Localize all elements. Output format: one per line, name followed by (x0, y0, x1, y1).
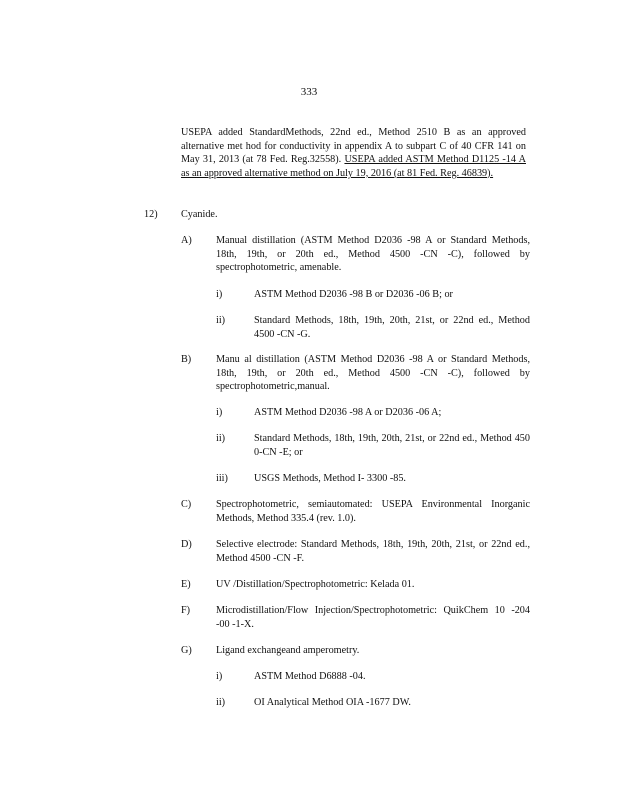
item-text-f: Microdistillation/Flow Injection/Spectrophotometric: QuikChem 10 -204 -00 -1-X. (216, 605, 530, 630)
item-text-a: Manual distillation (ASTM Method D2036 -98 A or Standard Methods, 18th, 19th, or 20th ed., Method 4500 -CN -C), followed by spectrophotometric, amenable. (216, 235, 530, 274)
subitem-label-b-iii: iii) (216, 473, 228, 484)
item-label-e: E) (181, 579, 191, 590)
subitem-label-g-ii: ii) (216, 697, 226, 708)
section-number: 12) (144, 209, 158, 220)
subitem-text-b-iii: USGS Methods, Method I- 3300 -85. (254, 473, 406, 484)
item-label-a: A) (181, 235, 192, 246)
item-text-g: Ligand exchangeand amperometry. (216, 645, 360, 656)
subitem-label-g-i: i) (216, 671, 223, 682)
item-label-f: F) (181, 605, 191, 616)
intro-paragraph (181, 126, 526, 180)
item-label-d: D) (181, 539, 192, 550)
subitem-text-a-i: ASTM Method D2036 -98 B or D2036 -06 B; or (254, 289, 453, 300)
subitem-text-g-i: ASTM Method D6888 -04. (254, 671, 366, 682)
item-label-g: G) (181, 645, 192, 656)
intro-inserted-text: USEPA added ASTM Method D1125 -14 A as an approved alternative method on July 19, 2016 (at 81 Fed. Reg. 46839). (181, 154, 526, 179)
subitem-label-a-i: i) (216, 289, 223, 300)
page-number: 333 (300, 86, 318, 98)
subitem-label-b-ii: ii) (216, 433, 226, 444)
section-title: Cyanide. (181, 209, 218, 220)
subitem-text-g-ii: OI Analytical Method OIA -1677 DW. (254, 697, 411, 708)
subitem-label-a-ii: ii) (216, 315, 226, 326)
subitem-text-a-ii: Standard Methods, 18th, 19th, 20th, 21st, or 22nd ed., Method 4500 -CN -G. (254, 315, 530, 340)
intro-text: USEPA added StandardMethods, 22nd ed., Method 2510 B as an approved alternative met hod for conductivity in appendix A to subpart C of 40 CFR 141 on May 31, 2013 (at 78 Fed. Reg.32558). (181, 127, 526, 166)
item-text-b: Manu al distillation (ASTM Method D2036 -98 A or Standard Methods, 18th, 19th, or 20th ed., Method 4500 -CN -C), followed by spectrophotometric,manual. (216, 354, 530, 393)
subitem-text-b-ii: Standard Methods, 18th, 19th, 20th, 21st, or 22nd ed., Method 450 0-CN -E; or (254, 433, 530, 458)
subitem-text-b-i: ASTM Method D2036 -98 A or D2036 -06 A; (254, 407, 442, 418)
item-text-c: Spectrophotometric, semiautomated: USEPA Environmental Inorganic Methods, Method 335.4 (rev. 1.0). (216, 499, 530, 524)
item-text-e: UV /Distillation/Spectrophotometric: Kelada 01. (216, 579, 415, 590)
item-label-b: B) (181, 354, 192, 365)
subitem-label-b-i: i) (216, 407, 223, 418)
item-text-d: Selective electrode: Standard Methods, 18th, 19th, 20th, 21st, or 22nd ed., Method 4500 -CN -F. (216, 539, 530, 564)
item-label-c: C) (181, 499, 192, 510)
